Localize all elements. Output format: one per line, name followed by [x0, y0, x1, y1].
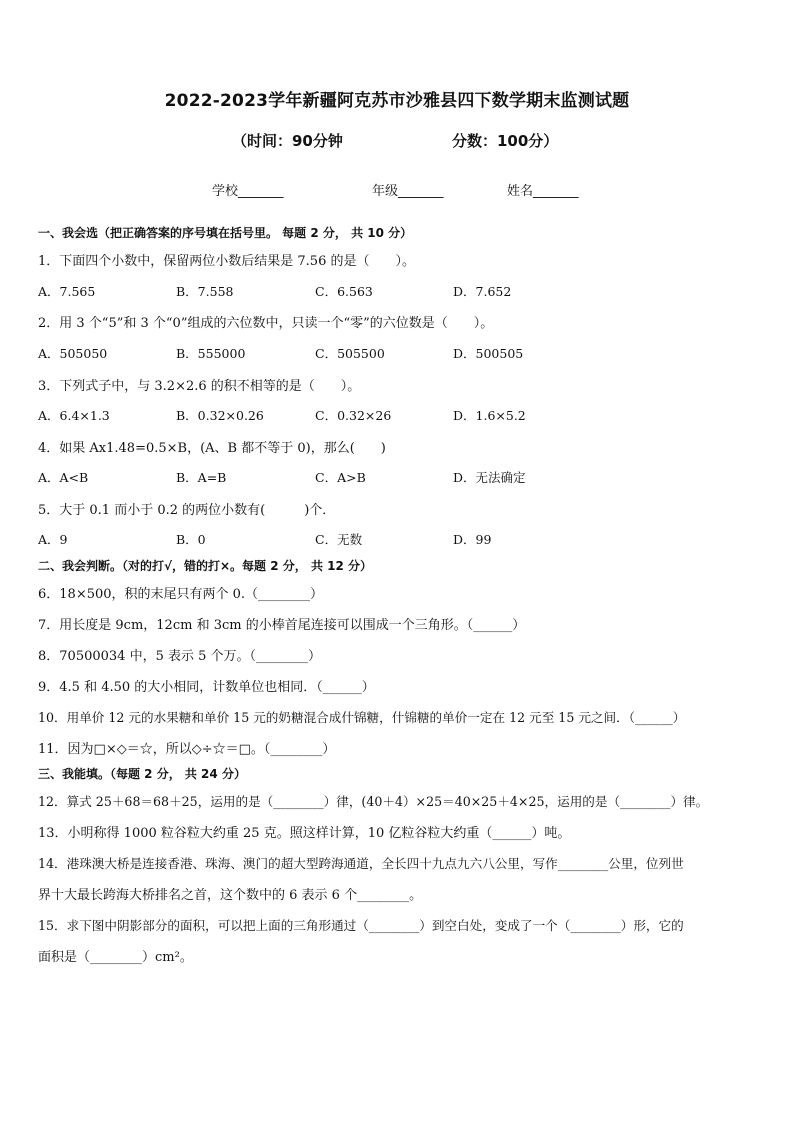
section-heading-1: 一、我会选（把正确答案的序号填在括号里。 每题 2 分， 共 10 分） [38, 226, 413, 240]
q5-option-c: C．无数 [315, 532, 363, 547]
q5-option-a: A．9 [38, 532, 68, 547]
question-8: 8．70500034 中，5 表示 5 个万。（________） [38, 649, 322, 664]
q1-option-a: A．7.565 [38, 284, 96, 299]
question-14-line-1: 14．港珠澳大桥是连接香港、珠海、澳门的超大型跨海通道，全长四十九点九六八公里，写作________公里，位列世 [38, 856, 684, 871]
q5-option-b: B．0 [176, 532, 206, 547]
q5-option-d: D．99 [453, 532, 492, 547]
question-1: 1．下面四个小数中，保留两位小数后结果是 7.56 的是（ ）。 [38, 254, 415, 269]
school-field: 学校_______ [212, 184, 284, 199]
q4-option-b: B．A=B [176, 470, 227, 485]
question-12: 12．算式 25＋68＝68＋25，运用的是（________）律，(40＋4）×25＝40×25＋4×25，运用的是（________）律。 [38, 794, 709, 809]
q4-option-d: D．无法确定 [453, 470, 526, 485]
section-heading-3: 三、我能填。（每题 2 分， 共 24 分） [38, 767, 246, 781]
q3-option-d: D．1.6×5.2 [453, 408, 526, 423]
q1-option-d: D．7.652 [453, 284, 512, 299]
question-3: 3．下列式子中，与 3.2×2.6 的积不相等的是（ ）。 [38, 379, 361, 394]
grade-field: 年级_______ [372, 184, 444, 199]
name-field: 姓名_______ [507, 184, 579, 199]
question-11: 11．因为□×◇＝☆，所以◇÷☆＝□。（________） [38, 742, 336, 757]
question-6: 6．18×500，积的末尾只有两个 0.（________） [38, 587, 324, 602]
question-15-line-1: 15．求下图中阴影部分的面积，可以把上面的三角形通过（________）到空白处，变成了一个（________）形，它的 [38, 918, 684, 933]
q2-option-a: A．505050 [38, 346, 108, 361]
q2-option-b: B．555000 [176, 346, 246, 361]
question-7: 7．用长度是 9cm，12cm 和 3cm 的小棒首尾连接可以围成一个三角形。（______） [38, 618, 526, 633]
q4-option-c: C．A>B [315, 470, 366, 485]
q3-option-a: A．6.4×1.3 [38, 408, 110, 423]
page-title: 2022-2023学年新疆阿克苏市沙雅县四下数学期末监测试题 [164, 91, 630, 111]
question-14-line-2: 界十大最长跨海大桥排名之首，这个数中的 6 表示 6 个________。 [38, 888, 423, 903]
exam-score: 分数：100分） [452, 132, 559, 150]
section-heading-2: 二、我会判断。（对的打√，错的打×。每题 2 分， 共 12 分） [38, 559, 372, 573]
q4-option-a: A．A<B [38, 470, 89, 485]
exam-time: （时间：90分钟 [232, 132, 343, 150]
question-2: 2．用 3 个“5”和 3 个“0”组成的六位数中，只读一个“零”的六位数是（ ）。 [38, 316, 494, 331]
q1-option-b: B．7.558 [176, 284, 234, 299]
q3-option-c: C．0.32×26 [315, 408, 392, 423]
question-4: 4．如果 Ax1.48=0.5×B，(A、B 都不等于 0)，那么( ) [38, 441, 386, 456]
question-10: 10．用单价 12 元的水果糖和单价 15 元的奶糖混合成什锦糖，什锦糖的单价一定在 12 元至 15 元之间．（______） [38, 710, 686, 725]
question-13: 13．小明称得 1000 粒谷粒大约重 25 克。照这样计算，10 亿粒谷粒大约重（______）吨。 [38, 826, 571, 841]
q2-option-d: D．500505 [453, 346, 524, 361]
question-15-line-2: 面积是（________）cm²。 [38, 950, 193, 965]
q1-option-c: C．6.563 [315, 284, 373, 299]
q3-option-b: B．0.32×0.26 [176, 408, 264, 423]
q2-option-c: C．505500 [315, 346, 385, 361]
question-5: 5．大于 0.1 而小于 0.2 的两位小数有( )个． [38, 503, 336, 518]
question-9: 9．4.5 和 4.50 的大小相同，计数单位也相同．（______） [38, 680, 375, 695]
